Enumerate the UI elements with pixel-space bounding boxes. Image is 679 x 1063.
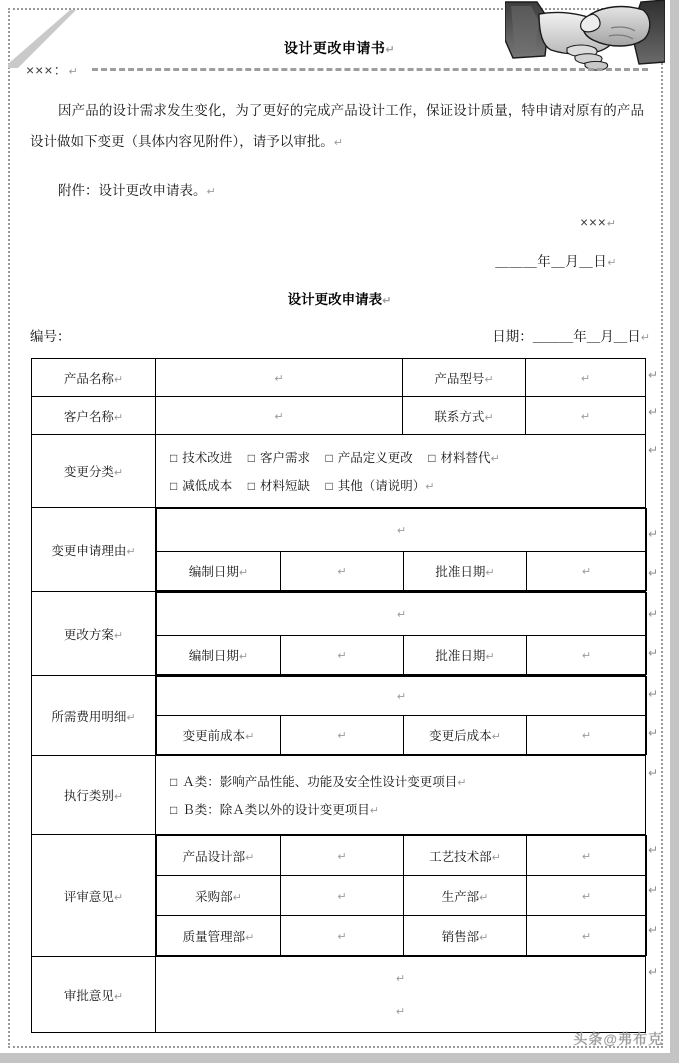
table-row bbox=[157, 593, 647, 636]
pilcrow-mark: ↵ bbox=[479, 931, 489, 944]
pilcrow-mark: ↵ bbox=[245, 731, 255, 743]
pilcrow-mark: ↵ bbox=[491, 851, 501, 864]
pilcrow-mark: ↵ bbox=[648, 843, 659, 857]
table-row bbox=[32, 756, 646, 835]
label-text: 变更分类 bbox=[63, 465, 114, 479]
empty-value: ↵ bbox=[580, 372, 591, 385]
empty-value: ↵ bbox=[580, 410, 591, 423]
cell-review-dept-quality-label bbox=[157, 916, 281, 956]
empty-value: ↵ bbox=[581, 930, 592, 943]
cell-cost-detail-block bbox=[156, 676, 646, 756]
cell-review-dept-purchase-value[interactable] bbox=[281, 876, 404, 916]
pilcrow-mark: ↵ bbox=[238, 567, 249, 579]
pilcrow-mark: ↵ bbox=[333, 137, 343, 149]
pilcrow-mark: ↵ bbox=[479, 891, 489, 904]
cell-product-model-label bbox=[403, 359, 526, 397]
checkbox-icon[interactable]: □ bbox=[247, 451, 255, 465]
review-subtable bbox=[156, 835, 647, 956]
change-category-line-2 bbox=[156, 471, 645, 499]
table-row bbox=[157, 677, 647, 716]
cell-prepared-date-value[interactable] bbox=[281, 636, 404, 675]
empty-value: ↵ bbox=[395, 1005, 406, 1018]
cell-review-dept-production-label bbox=[404, 876, 527, 916]
option-label[interactable]: 减低成本 bbox=[182, 479, 233, 493]
pilcrow-mark: ↵ bbox=[648, 405, 659, 419]
empty-value: ↵ bbox=[274, 372, 284, 385]
pilcrow-mark: ↵ bbox=[113, 891, 124, 904]
empty-value: ↵ bbox=[395, 972, 406, 985]
cell-product-model-value[interactable] bbox=[526, 359, 646, 397]
table-row bbox=[32, 957, 646, 1033]
pilcrow-mark: ↵ bbox=[640, 332, 650, 344]
checkbox-icon[interactable]: □ bbox=[170, 479, 178, 493]
cell-cost-detail-label bbox=[32, 676, 156, 756]
empty-value: ↵ bbox=[337, 650, 347, 662]
cell-approved-date-value[interactable] bbox=[527, 552, 647, 591]
label-text: 客户名称 bbox=[63, 409, 114, 424]
pilcrow-mark: ↵ bbox=[385, 44, 396, 56]
table-row bbox=[157, 552, 647, 591]
empty-value: ↵ bbox=[274, 410, 284, 423]
cell-review-dept-sales-value[interactable] bbox=[527, 916, 647, 956]
empty-value: ↵ bbox=[581, 850, 592, 863]
option-label[interactable]: Ｂ类：除Ａ类以外的设计变更项目 bbox=[182, 803, 370, 817]
pilcrow-mark: ↵ bbox=[245, 851, 255, 864]
option-label[interactable]: 产品定义更改 bbox=[337, 451, 413, 465]
salutation-text: ×××： bbox=[26, 62, 69, 78]
letter-body-paragraph bbox=[30, 95, 644, 159]
option-label[interactable]: 客户需求 bbox=[260, 451, 311, 465]
table-row bbox=[32, 835, 646, 957]
table-row bbox=[157, 636, 647, 675]
table-row bbox=[157, 509, 647, 552]
table-row bbox=[32, 359, 646, 397]
option-label[interactable]: 材料短缺 bbox=[260, 479, 311, 493]
cell-approved-date-label bbox=[404, 636, 527, 675]
label-text: 所需费用明细 bbox=[51, 709, 127, 724]
pilcrow-mark: ↵ bbox=[113, 373, 124, 386]
pilcrow-mark: ↵ bbox=[126, 545, 136, 558]
pilcrow-mark: ↵ bbox=[490, 453, 500, 465]
table-row bbox=[157, 876, 647, 916]
option-label[interactable]: Ａ类：影响产品性能、功能及安全性设计变更项目 bbox=[182, 775, 458, 789]
design-change-request-table bbox=[31, 358, 646, 1033]
pilcrow-mark: ↵ bbox=[648, 726, 659, 740]
checkbox-icon[interactable]: □ bbox=[247, 479, 255, 493]
pilcrow-mark: ↵ bbox=[607, 257, 617, 269]
table-row bbox=[157, 716, 647, 755]
checkbox-icon[interactable]: □ bbox=[428, 451, 436, 465]
pilcrow-mark: ↵ bbox=[648, 527, 659, 541]
pilcrow-mark: ↵ bbox=[648, 368, 659, 382]
table-row bbox=[32, 676, 646, 756]
cell-change-category-options bbox=[156, 435, 646, 508]
pilcrow-mark: ↵ bbox=[68, 66, 79, 78]
pilcrow-mark: ↵ bbox=[485, 651, 495, 663]
label-text: 采购部 bbox=[195, 889, 233, 904]
pilcrow-mark: ↵ bbox=[113, 629, 124, 642]
form-date-text: 日期：＿＿＿年＿月＿日 bbox=[492, 329, 641, 344]
form-date-label bbox=[0, 325, 650, 345]
pilcrow-mark: ↵ bbox=[606, 218, 617, 230]
label-text: 联系方式 bbox=[434, 409, 485, 424]
cell-review-label bbox=[32, 835, 156, 957]
form-title-text: 设计更改申请表 bbox=[287, 292, 383, 307]
pilcrow-mark: ↵ bbox=[113, 791, 124, 803]
change-reason-subtable bbox=[156, 508, 647, 591]
empty-value: ↵ bbox=[581, 890, 592, 903]
page-edge-shadow-bottom bbox=[0, 1053, 679, 1063]
exec-category-line-1 bbox=[156, 767, 645, 795]
pilcrow-mark: ↵ bbox=[457, 777, 467, 789]
signature-name-text: ××× bbox=[580, 215, 607, 230]
cell-product-name-value[interactable] bbox=[156, 359, 403, 397]
pilcrow-mark: ↵ bbox=[648, 607, 659, 621]
page-edge-shadow-right bbox=[670, 0, 679, 1055]
label-text: 批准日期 bbox=[435, 565, 486, 579]
pilcrow-mark: ↵ bbox=[245, 931, 255, 944]
cell-contact-value[interactable] bbox=[526, 397, 646, 435]
cell-change-category-label bbox=[32, 435, 156, 508]
empty-value: ↵ bbox=[337, 930, 347, 943]
doc-title-text: 设计更改申请书 bbox=[283, 40, 386, 56]
pilcrow-mark: ↵ bbox=[206, 186, 216, 198]
pilcrow-mark: ↵ bbox=[648, 687, 659, 701]
page-title bbox=[0, 38, 679, 58]
label-text: 产品名称 bbox=[63, 371, 114, 386]
cell-change-reason-text[interactable] bbox=[157, 509, 647, 552]
cell-exec-category-label bbox=[32, 756, 156, 835]
pilcrow-mark: ↵ bbox=[232, 891, 242, 904]
salutation bbox=[26, 60, 79, 80]
table-row bbox=[32, 508, 646, 592]
form-code-label: 编号： bbox=[30, 329, 71, 344]
attachment-paragraph bbox=[30, 175, 644, 208]
label-text: 批准日期 bbox=[435, 649, 486, 663]
cell-cost-detail-text[interactable] bbox=[157, 677, 647, 716]
cell-cost-after-value[interactable] bbox=[527, 716, 647, 755]
signature-date bbox=[0, 250, 617, 270]
table-row bbox=[32, 435, 646, 508]
label-text: 工艺技术部 bbox=[429, 849, 492, 864]
pilcrow-mark: ↵ bbox=[648, 883, 659, 897]
label-text: 执行类别 bbox=[63, 789, 114, 803]
cell-review-block bbox=[156, 835, 646, 957]
empty-value: ↵ bbox=[581, 730, 592, 742]
empty-value: ↵ bbox=[337, 850, 347, 863]
pilcrow-mark: ↵ bbox=[648, 923, 659, 937]
pilcrow-mark: ↵ bbox=[113, 467, 124, 479]
checkbox-icon[interactable]: □ bbox=[325, 479, 333, 493]
letter-body-text: 因产品的设计需求发生变化，为了更好的完成产品设计工作，保证设计质量，特申请对原有的产品设计做如下变更（具体内容见附件），请予以审批。 bbox=[30, 103, 644, 149]
table-row bbox=[32, 397, 646, 435]
cell-approval-value[interactable] bbox=[156, 957, 646, 1033]
empty-value: ↵ bbox=[396, 609, 407, 621]
cell-review-dept-sales-label bbox=[404, 916, 527, 956]
label-text: 生产部 bbox=[441, 889, 480, 904]
cost-detail-subtable bbox=[156, 676, 647, 755]
label-text: 变更申请理由 bbox=[51, 543, 127, 558]
pilcrow-mark: ↵ bbox=[484, 373, 494, 386]
pilcrow-mark: ↵ bbox=[491, 731, 501, 743]
pilcrow-mark: ↵ bbox=[648, 646, 659, 660]
cell-review-dept-production-value[interactable] bbox=[527, 876, 647, 916]
label-text: 销售部 bbox=[441, 929, 480, 944]
checkbox-icon[interactable]: □ bbox=[325, 451, 333, 465]
cell-review-dept-purchase-label bbox=[157, 876, 281, 916]
signature-date-text: ＿＿＿年＿月＿日 bbox=[495, 254, 608, 269]
form-title bbox=[0, 288, 679, 308]
pilcrow-mark: ↵ bbox=[113, 990, 124, 1003]
empty-value: ↵ bbox=[337, 730, 347, 742]
cell-change-plan-text[interactable] bbox=[157, 593, 647, 636]
empty-value: ↵ bbox=[581, 566, 592, 578]
pilcrow-mark: ↵ bbox=[238, 651, 249, 663]
option-label[interactable]: 材料替代 bbox=[440, 451, 491, 465]
cell-product-name-label bbox=[32, 359, 156, 397]
cell-change-reason-block bbox=[156, 508, 646, 592]
cell-contact-label bbox=[403, 397, 526, 435]
cell-prepared-date-label bbox=[157, 552, 281, 591]
pilcrow-mark: ↵ bbox=[425, 481, 435, 493]
change-plan-subtable bbox=[156, 592, 647, 675]
label-text: 更改方案 bbox=[63, 627, 114, 642]
cell-change-plan-label bbox=[32, 592, 156, 676]
pilcrow-mark: ↵ bbox=[113, 411, 124, 424]
empty-value: ↵ bbox=[396, 525, 407, 537]
label-text: 编制日期 bbox=[188, 565, 239, 579]
option-label[interactable]: 其他（请说明） bbox=[337, 479, 426, 493]
cell-approved-date-label bbox=[404, 552, 527, 591]
checkbox-icon[interactable]: □ bbox=[170, 803, 178, 817]
empty-value: ↵ bbox=[396, 691, 407, 703]
pilcrow-mark: ↵ bbox=[648, 766, 659, 780]
empty-value: ↵ bbox=[581, 650, 592, 662]
cell-review-dept-process-label bbox=[404, 836, 527, 876]
signature-name bbox=[0, 215, 617, 230]
pilcrow-mark: ↵ bbox=[648, 965, 659, 979]
exec-category-line-2 bbox=[156, 795, 645, 823]
pilcrow-mark: ↵ bbox=[369, 805, 379, 817]
table-row bbox=[32, 592, 646, 676]
checkbox-icon[interactable]: □ bbox=[170, 451, 178, 465]
cell-cost-after-label bbox=[404, 716, 527, 755]
title-dashed-rule bbox=[92, 68, 648, 71]
cell-cost-before-value[interactable] bbox=[281, 716, 404, 755]
cell-approval-label bbox=[32, 957, 156, 1033]
label-text: 变更后成本 bbox=[429, 729, 492, 743]
cell-change-plan-block bbox=[156, 592, 646, 676]
cell-prepared-date-label bbox=[157, 636, 281, 675]
pilcrow-mark: ↵ bbox=[485, 567, 495, 579]
cell-cost-before-label bbox=[157, 716, 281, 755]
cell-review-dept-design-value[interactable] bbox=[281, 836, 404, 876]
watermark: 头条@弗布克 bbox=[573, 1031, 663, 1047]
change-category-line-1 bbox=[156, 443, 645, 471]
attachment-text: 附件：设计更改申请表。 bbox=[58, 183, 207, 198]
label-text: 产品型号 bbox=[434, 371, 485, 386]
pilcrow-mark: ↵ bbox=[382, 295, 392, 307]
empty-value: ↵ bbox=[337, 566, 347, 578]
cell-change-reason-label bbox=[32, 508, 156, 592]
label-text: 审批意见 bbox=[63, 988, 114, 1003]
table-row bbox=[157, 836, 647, 876]
empty-value: ↵ bbox=[337, 890, 347, 903]
pilcrow-mark: ↵ bbox=[484, 411, 494, 424]
cell-customer-name-label bbox=[32, 397, 156, 435]
option-label[interactable]: 技术改进 bbox=[182, 451, 233, 465]
pilcrow-mark: ↵ bbox=[648, 566, 659, 580]
table-row bbox=[157, 916, 647, 956]
cell-approved-date-value[interactable] bbox=[527, 636, 647, 675]
label-text: 质量管理部 bbox=[182, 929, 246, 944]
label-text: 编制日期 bbox=[188, 649, 239, 663]
cell-exec-category-options bbox=[156, 756, 646, 835]
pilcrow-mark: ↵ bbox=[648, 443, 659, 457]
cell-review-dept-process-value[interactable] bbox=[527, 836, 647, 876]
checkbox-icon[interactable]: □ bbox=[170, 775, 178, 789]
cell-review-dept-design-label bbox=[157, 836, 281, 876]
cell-prepared-date-value[interactable] bbox=[281, 552, 404, 591]
label-text: 评审意见 bbox=[63, 889, 114, 904]
label-text: 变更前成本 bbox=[182, 729, 246, 743]
label-text: 产品设计部 bbox=[182, 849, 246, 864]
cell-review-dept-quality-value[interactable] bbox=[281, 916, 404, 956]
cell-customer-name-value[interactable] bbox=[156, 397, 403, 435]
pilcrow-mark: ↵ bbox=[126, 711, 136, 724]
